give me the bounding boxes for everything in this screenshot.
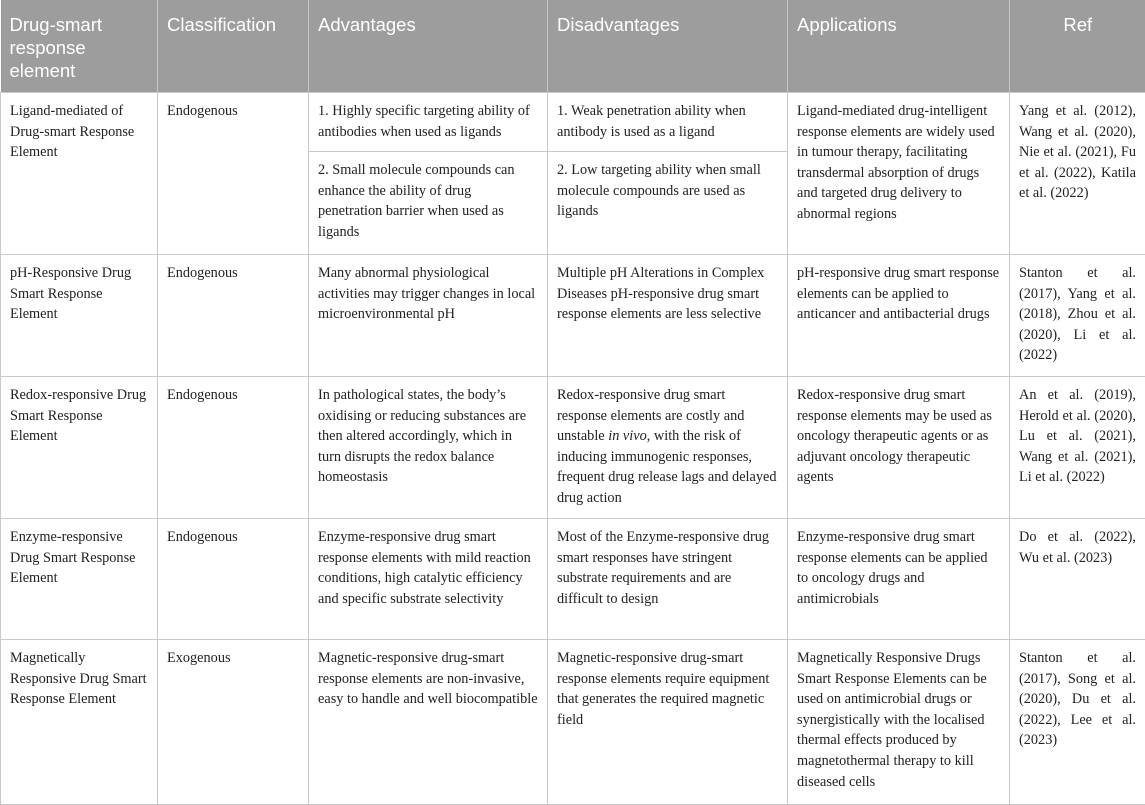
table-row-magnetic bbox=[1, 640, 1145, 805]
header-element: Drug-smart response element bbox=[1, 0, 158, 93]
cell-classification: Endogenous bbox=[158, 519, 309, 640]
cell-applications: Redox-responsive drug smart response elements may be used as oncology therapeutic agents or as adjuvant oncology therapeutic agents bbox=[788, 377, 1010, 519]
table-row-ph bbox=[1, 255, 1145, 377]
table-row-ligand bbox=[1, 93, 1145, 152]
table-row-enzyme bbox=[1, 519, 1145, 640]
cell-element: pH-Responsive Drug Smart Response Element bbox=[1, 255, 158, 377]
disadvantages-text-italic: in vivo bbox=[608, 428, 647, 444]
cell-element: Enzyme-responsive Drug Smart Response Element bbox=[1, 519, 158, 640]
table-body bbox=[1, 93, 1145, 805]
cell-element: Magnetically Responsive Drug Smart Response Element bbox=[1, 640, 158, 805]
table-header bbox=[1, 0, 1145, 93]
cell-advantages: Enzyme-responsive drug smart response elements with mild reaction conditions, high catalytic efficiency and specific substrate selectivity bbox=[309, 519, 548, 640]
cell-classification: Endogenous bbox=[158, 93, 309, 255]
disadvantages-text-before: Redox-responsive drug smart response elements are costly and unstable bbox=[557, 387, 744, 444]
cell-element: Redox-responsive Drug Smart Response Element bbox=[1, 377, 158, 519]
cell-advantages: In pathological states, the body’s oxidising or reducing substances are then altered accordingly, which in turn disrupts the redox balance homeostasis bbox=[309, 377, 548, 519]
header-row bbox=[1, 0, 1145, 93]
cell-ref: An et al. (2019), Herold et al. (2020), Lu et al. (2021), Wang et al. (2021), Li et al. (2022) bbox=[1010, 377, 1145, 519]
cell-ref: Do et al. (2022), Wu et al. (2023) bbox=[1010, 519, 1145, 640]
cell-applications: Magnetically Responsive Drugs Smart Response Elements can be used on antimicrobial drugs or synergistically with the localised thermal effects produced by magnetothermal therapy to kill diseased cells bbox=[788, 640, 1010, 805]
cell-disadvantages-1: 1. Weak penetration ability when antibody is used as a ligand bbox=[548, 93, 788, 152]
header-disadvantages: Disadvantages bbox=[548, 0, 788, 93]
header-applications: Applications bbox=[788, 0, 1010, 93]
cell-applications: pH-responsive drug smart response elements can be applied to anticancer and antibacterial drugs bbox=[788, 255, 1010, 377]
cell-disadvantages: Multiple pH Alterations in Complex Diseases pH-responsive drug smart response elements are less selective bbox=[548, 255, 788, 377]
cell-advantages-1: 1. Highly specific targeting ability of antibodies when used as ligands bbox=[309, 93, 548, 152]
cell-advantages: Magnetic-responsive drug-smart response elements are non-invasive, easy to handle and well biocompatible bbox=[309, 640, 548, 805]
cell-element: Ligand-mediated of Drug-smart Response Element bbox=[1, 93, 158, 255]
cell-classification: Endogenous bbox=[158, 255, 309, 377]
header-ref: Ref bbox=[1010, 0, 1145, 93]
cell-disadvantages: Most of the Enzyme-responsive drug smart responses have stringent substrate requirements and are difficult to design bbox=[548, 519, 788, 640]
cell-ref: Stanton et al. (2017), Song et al. (2020), Du et al. (2022), Lee et al. (2023) bbox=[1010, 640, 1145, 805]
cell-ref: Yang et al. (2012), Wang et al. (2020), Nie et al. (2021), Fu et al. (2022), Katila et al. (2022) bbox=[1010, 93, 1145, 255]
header-advantages: Advantages bbox=[309, 0, 548, 93]
cell-ref: Stanton et al. (2017), Yang et al. (2018), Zhou et al. (2020), Li et al. (2022) bbox=[1010, 255, 1145, 377]
header-classification: Classification bbox=[158, 0, 309, 93]
cell-disadvantages: Magnetic-responsive drug-smart response elements require equipment that generates the required magnetic field bbox=[548, 640, 788, 805]
cell-advantages-2: 2. Small molecule compounds can enhance the ability of drug penetration barrier when used as ligands bbox=[309, 152, 548, 255]
cell-applications: Enzyme-responsive drug smart response elements can be applied to oncology drugs and antimicrobials bbox=[788, 519, 1010, 640]
table-row-redox bbox=[1, 377, 1145, 519]
cell-advantages: Many abnormal physiological activities may trigger changes in local microenvironmental pH bbox=[309, 255, 548, 377]
cell-classification: Exogenous bbox=[158, 640, 309, 805]
cell-disadvantages bbox=[548, 377, 788, 519]
cell-applications: Ligand-mediated drug-intelligent response elements are widely used in tumour therapy, facilitating transdermal absorption of drugs and targeted drug delivery to abnormal regions bbox=[788, 93, 1010, 255]
disadvantages-text-after: , with the risk of inducing immunogenic responses, frequent drug release lags and delayed drug action bbox=[557, 428, 777, 506]
cell-classification: Endogenous bbox=[158, 377, 309, 519]
cell-disadvantages-2: 2. Low targeting ability when small molecule compounds are used as ligands bbox=[548, 152, 788, 255]
